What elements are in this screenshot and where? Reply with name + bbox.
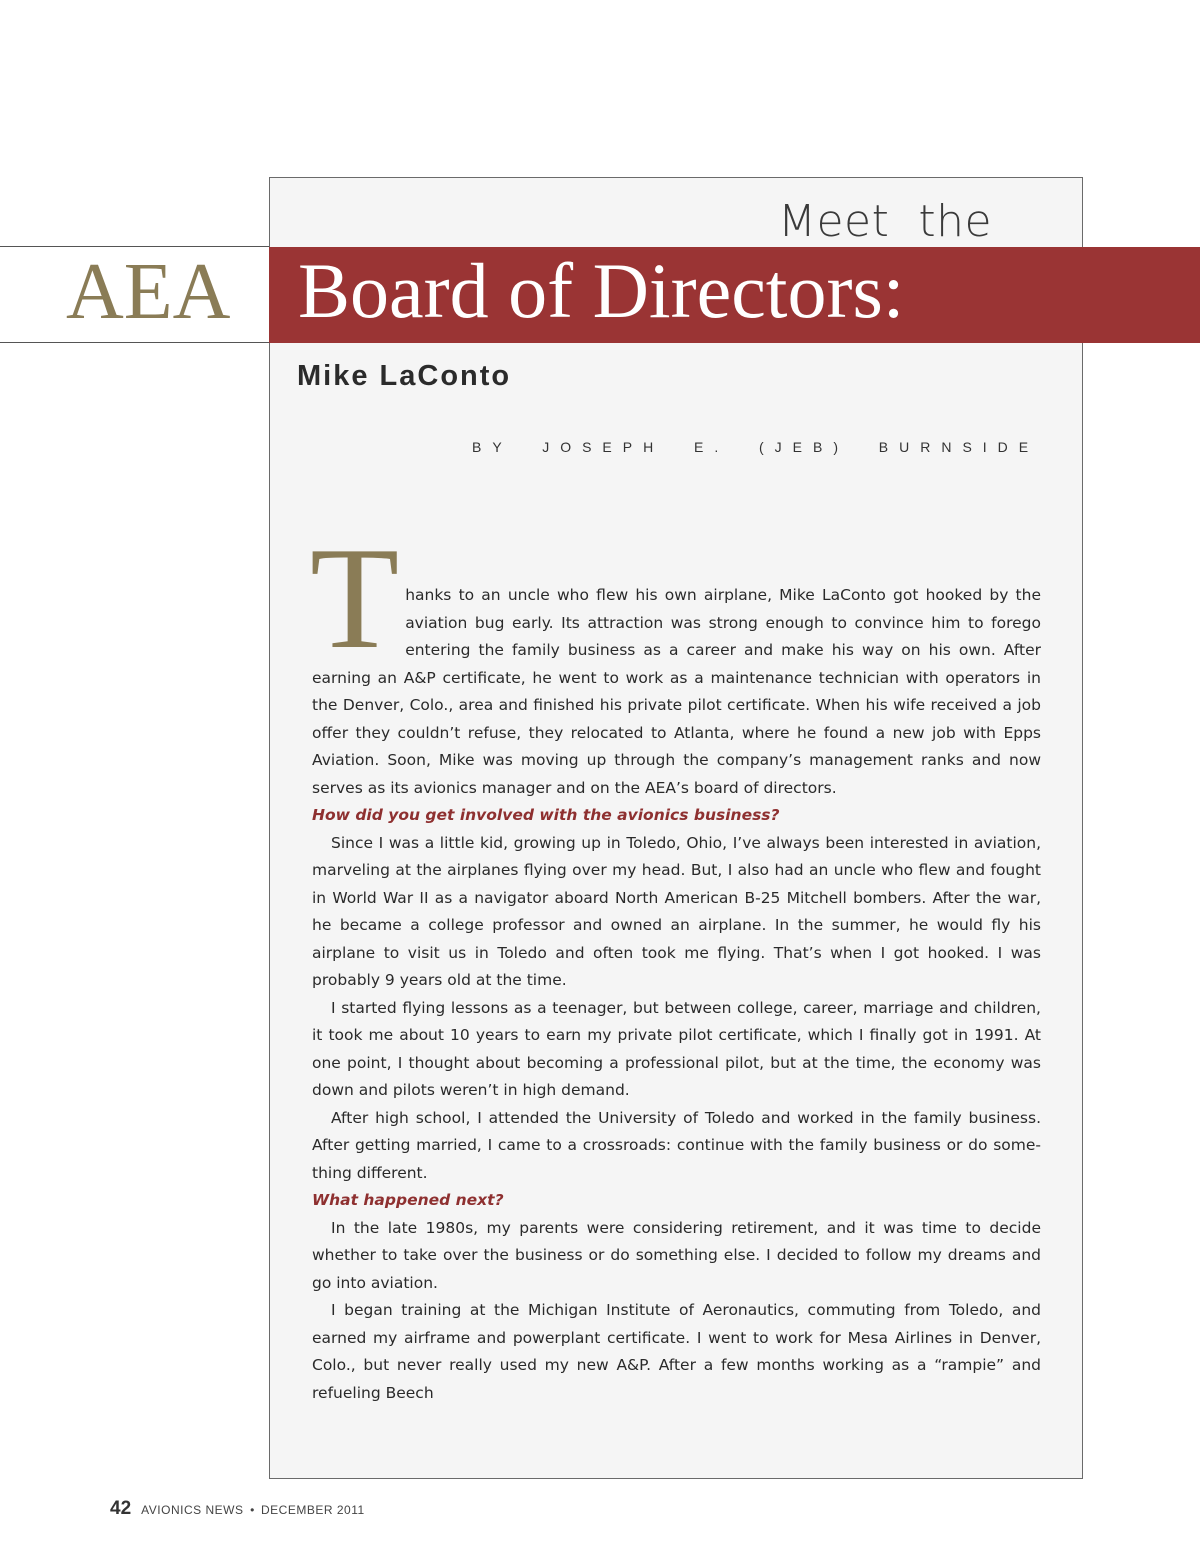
kicker-meet-the: Meet the	[778, 196, 993, 247]
answer-paragraph: In the late 1980s, my parents were considering retirement, and it was time to decide whether to take over the business or do something else. I decided to follow my dreams and go into aviation.	[312, 1218, 1041, 1292]
answer-paragraph: I started flying lessons as a teenager, but between college, career, marriage and children, it took me about 10 years to earn my private pilot certificate, which I finally got in 1991. At one point, I thought about becoming a professional pilot, but at the time, the economy was down and pilots weren’t in high demand.	[312, 998, 1041, 1099]
answer-paragraph: Since I was a little kid, growing up in Toledo, Ohio, I’ve always been interested in aviation, marveling at the airplanes flying over my head. But, I also had an uncle who flew and fought in World War II as a navigator aboard North American B-25 Mitchell bombers. After the war, he became a college professor and owned an airplane. In the summer, he would fly his airplane to visit us in Toledo and often took me flying. That’s when I got hooked. I was probably 9 years old at the time.	[312, 833, 1041, 989]
magazine-name: AVIONICS NEWS	[141, 1503, 244, 1517]
answer-paragraph: After high school, I attended the University of Toledo and worked in the family business. After getting married, I came to a crossroads: continue with the family business or do something different.	[312, 1108, 1041, 1182]
footer-separator: •	[250, 1503, 255, 1517]
subject-name: Mike LaConto	[297, 360, 512, 392]
byline: BY JOSEPH E. (JEB) BURNSIDE	[472, 439, 1040, 455]
left-rule-top	[0, 246, 269, 247]
left-rule-bottom	[0, 342, 269, 343]
aea-wordmark: AEA	[66, 248, 231, 336]
page-number: 42	[110, 1498, 132, 1519]
question-heading: How did you get involved with the avionics business?	[312, 806, 780, 824]
question-heading: What happened next?	[312, 1191, 504, 1209]
page-footer	[110, 1498, 365, 1520]
answer-paragraph: I began training at the Michigan Institute of Aeronautics, commuting from Toledo, and earned my airframe and powerplant certificate. I went to work for Mesa Airlines in Denver, Colo., but never really used my new A&P. After a few months working as a “rampie” and refueling Beech	[312, 1301, 1041, 1402]
drop-cap: T	[310, 517, 400, 679]
issue-date: DECEMBER 2011	[261, 1503, 365, 1517]
intro-paragraph: hanks to an uncle who flew his own airplane, Mike LaConto got hooked by the aviation bug early. Its attraction was strong enough to convince him to forego entering the family business as a career and make his way on his own. After earning an A&P certificate, he went to work as a maintenance technician with operators in the Denver, Colo., area and finished his private pilot certificate. When his wife received a job offer they couldn’t refuse, they relocated to Atlanta, where he found a new job with Epps Aviation. Soon, Mike was moving up through the company’s management ranks and now serves as its avionics manager and on the AEA’s board of directors.	[312, 586, 1041, 797]
page-title: Board of Directors:	[298, 247, 905, 334]
article-body	[310, 517, 1041, 1407]
